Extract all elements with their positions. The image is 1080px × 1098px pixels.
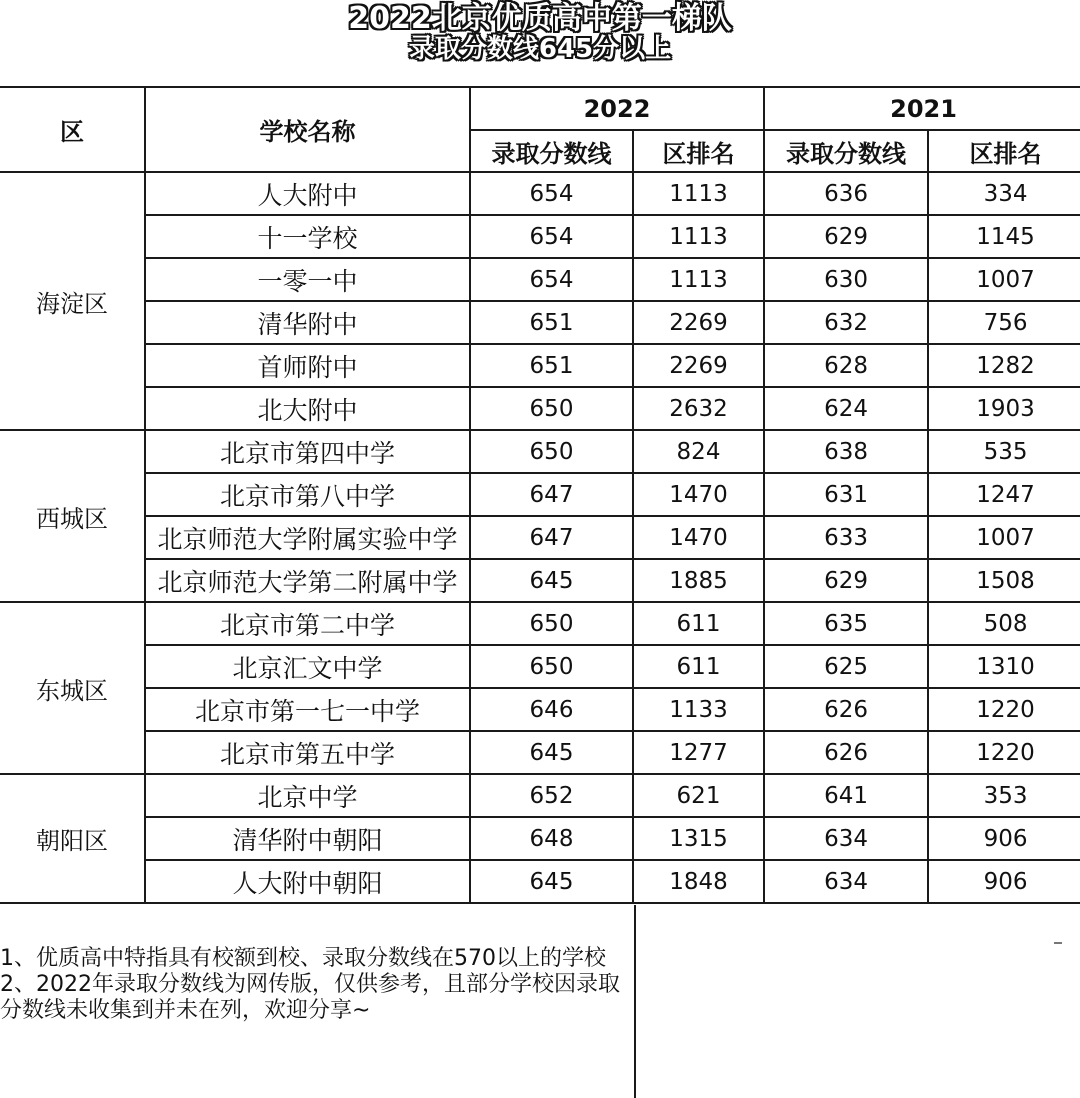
- score-2022-cell: 650: [470, 602, 633, 645]
- score-2021-cell: 626: [764, 688, 928, 731]
- score-2022-cell: 652: [470, 774, 633, 817]
- table-row: [0, 430, 1080, 473]
- rank-2021-cell: 1282: [928, 344, 1080, 387]
- rank-2022-cell: 1113: [633, 172, 764, 215]
- title-line-1: 2022北京优质高中第一梯队: [348, 1, 732, 36]
- header-year-2022: 2022: [470, 87, 764, 130]
- rank-2022-cell: 1113: [633, 215, 764, 258]
- table-row: [0, 688, 1080, 731]
- rank-2022-cell: 1470: [633, 516, 764, 559]
- rank-2021-cell: 1220: [928, 688, 1080, 731]
- score-2022-cell: 650: [470, 430, 633, 473]
- table-row: [0, 645, 1080, 688]
- table-row: [0, 516, 1080, 559]
- school-name-cell: 十一学校: [145, 215, 470, 258]
- score-2021-cell: 634: [764, 860, 928, 903]
- score-2022-cell: 651: [470, 344, 633, 387]
- rank-2022-cell: 1315: [633, 817, 764, 860]
- table-row: [0, 860, 1080, 903]
- note-2: 2、2022年录取分数线为网传版，仅供参考，且部分学校因录取分数线未收集到并未在列，欢迎分享~: [0, 972, 620, 1023]
- score-2021-cell: 629: [764, 559, 928, 602]
- rank-2021-cell: 1220: [928, 731, 1080, 774]
- header-school: 学校名称: [145, 87, 470, 172]
- school-name-cell: 北京师范大学附属实验中学: [145, 516, 470, 559]
- rank-2022-cell: 621: [633, 774, 764, 817]
- score-2022-cell: 650: [470, 387, 633, 430]
- school-name-cell: 北京汇文中学: [145, 645, 470, 688]
- table-row: [0, 473, 1080, 516]
- table-row: [0, 817, 1080, 860]
- score-2022-cell: 654: [470, 172, 633, 215]
- page-title: [0, 1, 1080, 64]
- rank-2022-cell: 611: [633, 602, 764, 645]
- school-name-cell: 北京市第一七一中学: [145, 688, 470, 731]
- note-1: 1、优质高中特指具有校额到校、录取分数线在570以上的学校: [0, 946, 606, 971]
- rank-2021-cell: 1508: [928, 559, 1080, 602]
- score-2021-cell: 625: [764, 645, 928, 688]
- school-name-cell: 首师附中: [145, 344, 470, 387]
- score-2022-cell: 646: [470, 688, 633, 731]
- rank-2021-cell: 756: [928, 301, 1080, 344]
- school-name-cell: 北大附中: [145, 387, 470, 430]
- score-2021-cell: 630: [764, 258, 928, 301]
- school-name-cell: 清华附中: [145, 301, 470, 344]
- district-cell: 海淀区: [0, 172, 145, 430]
- school-name-cell: 北京市第五中学: [145, 731, 470, 774]
- rank-2022-cell: 1133: [633, 688, 764, 731]
- score-2022-cell: 654: [470, 215, 633, 258]
- table-row: [0, 387, 1080, 430]
- table-row: [0, 172, 1080, 215]
- score-2021-cell: 636: [764, 172, 928, 215]
- score-2022-cell: 650: [470, 645, 633, 688]
- school-name-cell: 一零一中: [145, 258, 470, 301]
- header-score-2022: 录取分数线: [470, 130, 633, 172]
- rank-2021-cell: 508: [928, 602, 1080, 645]
- district-cell: 西城区: [0, 430, 145, 602]
- header-year-2021: 2021: [764, 87, 1080, 130]
- header-rank-2021: 区排名: [928, 130, 1080, 172]
- score-2022-cell: 645: [470, 860, 633, 903]
- score-2022-cell: 648: [470, 817, 633, 860]
- notes: [0, 946, 630, 1024]
- school-name-cell: 清华附中朝阳: [145, 817, 470, 860]
- rank-2022-cell: 1848: [633, 860, 764, 903]
- school-name-cell: 北京市第二中学: [145, 602, 470, 645]
- rank-2021-cell: 906: [928, 860, 1080, 903]
- table-row: [0, 731, 1080, 774]
- rank-2021-cell: 1007: [928, 258, 1080, 301]
- rank-2021-cell: 1903: [928, 387, 1080, 430]
- rank-2022-cell: 1113: [633, 258, 764, 301]
- rank-2021-cell: 334: [928, 172, 1080, 215]
- school-name-cell: 北京中学: [145, 774, 470, 817]
- school-name-cell: 北京市第四中学: [145, 430, 470, 473]
- score-2022-cell: 645: [470, 559, 633, 602]
- rank-2022-cell: 1277: [633, 731, 764, 774]
- table-row: [0, 344, 1080, 387]
- rank-2021-cell: 1145: [928, 215, 1080, 258]
- score-2021-cell: 633: [764, 516, 928, 559]
- score-2021-cell: 631: [764, 473, 928, 516]
- score-2022-cell: 647: [470, 473, 633, 516]
- district-cell: 东城区: [0, 602, 145, 774]
- rank-2022-cell: 2269: [633, 301, 764, 344]
- score-2021-cell: 641: [764, 774, 928, 817]
- school-name-cell: 北京师范大学第二附属中学: [145, 559, 470, 602]
- decorative-dash: [1054, 942, 1062, 944]
- score-2021-cell: 632: [764, 301, 928, 344]
- rank-2022-cell: 1885: [633, 559, 764, 602]
- title-line-2: 录取分数线645分以上: [408, 34, 672, 64]
- score-2022-cell: 654: [470, 258, 633, 301]
- table-row: [0, 602, 1080, 645]
- rank-2021-cell: 1247: [928, 473, 1080, 516]
- table-row: [0, 301, 1080, 344]
- rank-2021-cell: 1007: [928, 516, 1080, 559]
- score-2022-cell: 651: [470, 301, 633, 344]
- score-2021-cell: 628: [764, 344, 928, 387]
- table-body: [0, 172, 1080, 903]
- score-2021-cell: 638: [764, 430, 928, 473]
- rank-2021-cell: 353: [928, 774, 1080, 817]
- score-2021-cell: 624: [764, 387, 928, 430]
- table-row: [0, 215, 1080, 258]
- header-district: 区: [0, 87, 145, 172]
- score-2022-cell: 645: [470, 731, 633, 774]
- rank-2022-cell: 2269: [633, 344, 764, 387]
- admission-score-table: [0, 86, 1080, 904]
- rank-2022-cell: 1470: [633, 473, 764, 516]
- table-row: [0, 559, 1080, 602]
- score-2022-cell: 647: [470, 516, 633, 559]
- rank-2021-cell: 535: [928, 430, 1080, 473]
- header-score-2021: 录取分数线: [764, 130, 928, 172]
- school-name-cell: 人大附中: [145, 172, 470, 215]
- score-2021-cell: 629: [764, 215, 928, 258]
- score-2021-cell: 634: [764, 817, 928, 860]
- header-rank-2022: 区排名: [633, 130, 764, 172]
- score-2021-cell: 626: [764, 731, 928, 774]
- table-row: [0, 774, 1080, 817]
- rank-2021-cell: 906: [928, 817, 1080, 860]
- rank-2022-cell: 611: [633, 645, 764, 688]
- rank-2022-cell: 2632: [633, 387, 764, 430]
- table-row: [0, 258, 1080, 301]
- district-cell: 朝阳区: [0, 774, 145, 903]
- school-name-cell: 人大附中朝阳: [145, 860, 470, 903]
- school-name-cell: 北京市第八中学: [145, 473, 470, 516]
- score-2021-cell: 635: [764, 602, 928, 645]
- rank-2021-cell: 1310: [928, 645, 1080, 688]
- rank-2022-cell: 824: [633, 430, 764, 473]
